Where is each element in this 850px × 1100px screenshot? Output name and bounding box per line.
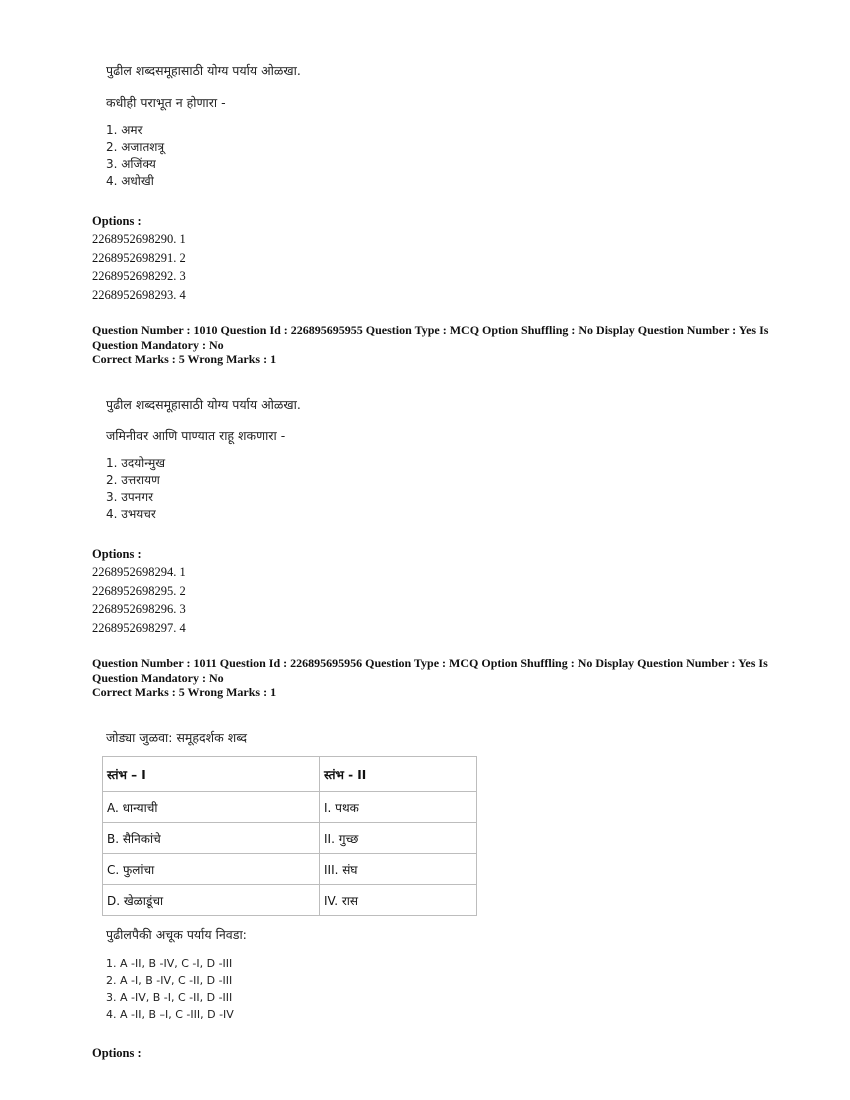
option-value: 2268952698292. 3 xyxy=(92,269,186,283)
table-row xyxy=(103,823,477,854)
choice-item: 1. A -II, B -IV, C -I, D -III xyxy=(106,957,233,970)
choice-item: 4. उभयचर xyxy=(106,507,156,521)
table-row xyxy=(103,885,477,916)
q1009-prompt: कधीही पराभूत न होणारा - xyxy=(106,95,226,110)
table-cell: IV. रास xyxy=(320,885,477,916)
table-row xyxy=(103,792,477,823)
option-value: 2268952698294. 1 xyxy=(92,565,186,579)
q1009-choice-list xyxy=(106,122,164,190)
choice-item: 4. A -II, B –I, C -III, D -IV xyxy=(106,1008,234,1021)
choice-item: 4. अधोखी xyxy=(106,174,154,188)
q1011-choice-list xyxy=(106,955,234,1023)
q1010-choice-list xyxy=(106,455,165,523)
option-value: 2268952698291. 2 xyxy=(92,250,186,265)
q1011-options-label: Options : xyxy=(92,1046,142,1060)
q1011-sub-prompt: पुढीलपैकी अचूक पर्याय निवडा: xyxy=(106,927,247,942)
q1010-options-label: Options : xyxy=(92,547,142,561)
q1010-prompt: जमिनीवर आणि पाण्यात राहू शकणारा - xyxy=(106,428,286,443)
option-value: 2268952698297. 4 xyxy=(92,620,186,635)
q1010-marks: Correct Marks : 5 Wrong Marks : 1 xyxy=(92,352,277,366)
choice-item: 3. A -IV, B -I, C -II, D -III xyxy=(106,991,233,1004)
choice-item: 3. अजिंक्य xyxy=(106,157,156,171)
choice-item: 1. अमर xyxy=(106,123,143,137)
q1010-instruction: पुढील शब्दसमूहासाठी योग्य पर्याय ओळखा. xyxy=(106,397,301,412)
choice-item: 1. उदयोन्मुख xyxy=(106,456,166,470)
choice-item: 2. अजातशत्रू xyxy=(106,140,165,154)
q1009-instruction: पुढील शब्दसमूहासाठी योग्य पर्याय ओळखा. xyxy=(106,63,301,78)
choice-item: 2. उत्तरायण xyxy=(106,473,160,487)
table-row xyxy=(103,854,477,885)
q1010-options-list xyxy=(92,563,186,637)
q1010-meta: Question Number : 1010 Question Id : 226895695955 Question Type : MCQ Option Shuffling : No Display Question Number : Yes Is Question Mandatory : No xyxy=(92,323,769,352)
table-cell: C. फुलांचा xyxy=(103,854,320,885)
table-cell: B. सैनिकांचे xyxy=(103,823,320,854)
choice-item: 3. उपनगर xyxy=(106,490,153,504)
table-header-row xyxy=(103,757,477,792)
q1011-meta: Question Number : 1011 Question Id : 226895695956 Question Type : MCQ Option Shuffling : No Display Question Number : Yes Is Question Mandatory : No xyxy=(92,656,768,685)
table-cell: II. गुच्छ xyxy=(320,823,477,854)
table-cell: A. धान्याची xyxy=(103,792,320,823)
column-header: स्तंभ – I xyxy=(103,757,320,792)
table-cell: D. खेळाडूंचा xyxy=(103,885,320,916)
q1011-instruction: जोड्या जुळवा: समूहदर्शक शब्द xyxy=(106,730,248,745)
option-value: 2268952698295. 2 xyxy=(92,583,186,598)
table-cell: I. पथक xyxy=(320,792,477,823)
choice-item: 2. A -I, B -IV, C -II, D -III xyxy=(106,974,233,987)
option-value: 2268952698290. 1 xyxy=(92,232,186,246)
q1011-marks: Correct Marks : 5 Wrong Marks : 1 xyxy=(92,685,277,699)
q1009-options-label: Options : xyxy=(92,214,142,228)
option-value: 2268952698293. 4 xyxy=(92,287,186,302)
match-table xyxy=(102,756,477,916)
q1009-options-list xyxy=(92,230,186,304)
table-cell: III. संघ xyxy=(320,854,477,885)
column-header: स्तंभ - II xyxy=(320,757,477,792)
option-value: 2268952698296. 3 xyxy=(92,602,186,616)
